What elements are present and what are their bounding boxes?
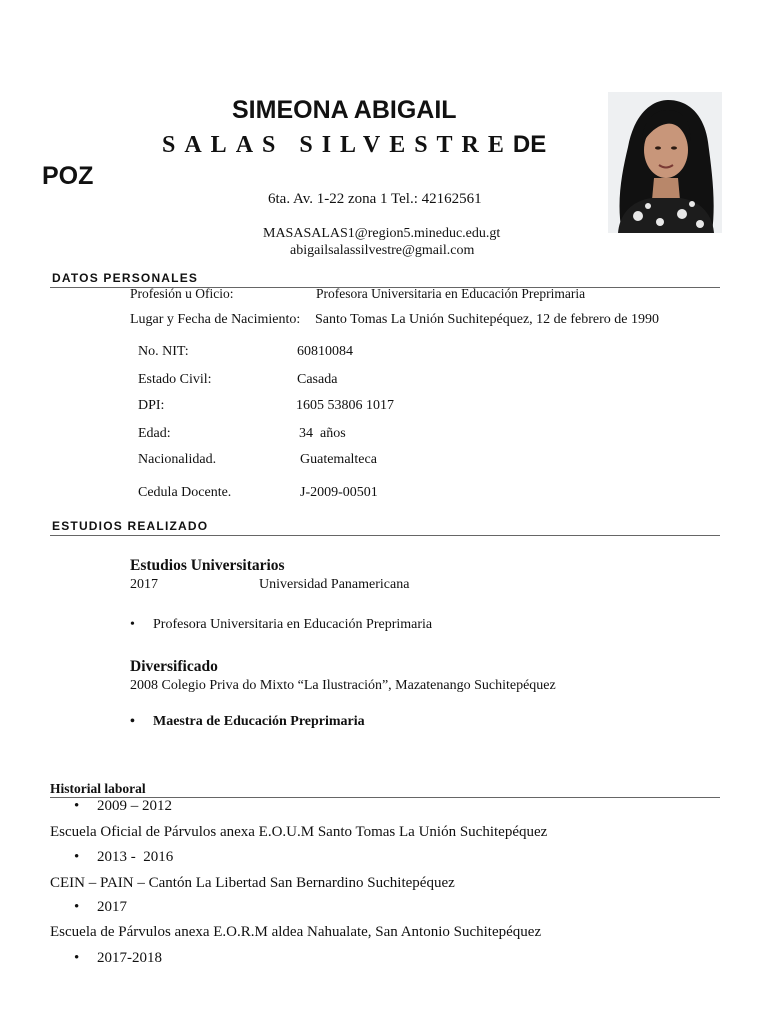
nationality-label: Nacionalidad.	[138, 452, 217, 467]
name-line-2	[162, 131, 546, 159]
civil-status-value: Casada	[297, 372, 338, 387]
nationality-value: Guatemalteca	[300, 452, 377, 467]
profession-label: Profesión u Oficio:	[130, 286, 234, 301]
email-secondary: abigailsalassilvestre@gmail.com	[290, 243, 475, 258]
teacher-id-value: J-2009-00501	[300, 485, 378, 500]
history-place: Escuela de Párvulos anexa E.O.R.M aldea Nahualate, San Antonio Suchitepéquez	[50, 924, 542, 940]
age-label: Edad:	[138, 426, 171, 441]
dpi-label: DPI:	[138, 398, 165, 413]
address-phone: 6ta. Av. 1-22 zona 1 Tel.: 42162561	[268, 191, 482, 207]
age-value: 34 años	[299, 426, 346, 441]
civil-status-label: Estado Civil:	[138, 372, 212, 387]
surname-spaced: SALAS SILVESTRE	[162, 132, 513, 158]
nit-value: 60810084	[297, 344, 353, 359]
university-institution: Universidad Panamericana	[259, 577, 410, 592]
university-title: Estudios Universitarios	[130, 557, 285, 574]
email-primary: MASASALAS1@region5.mineduc.edu.gt	[263, 226, 501, 241]
birth-value: Santo Tomas La Unión Suchitepéquez, 12 de febrero de 1990	[315, 312, 660, 327]
history-years: • 2017	[97, 899, 127, 916]
diversified-line: 2008 Colegio Priva do Mixto “La Ilustración”, Mazatenango Suchitepéquez	[130, 678, 556, 693]
section-heading-studies: ESTUDIOS REALIZADO	[52, 519, 209, 533]
surname-tail: DE	[512, 131, 547, 158]
section-heading-history: Historial laboral	[50, 781, 146, 796]
dpi-value: 1605 53806 1017	[296, 398, 394, 413]
university-degree: • Profesora Universitaria en Educación Preprimaria	[153, 617, 432, 633]
history-place: CEIN – PAIN – Cantón La Libertad San Bernardino Suchitepéquez	[50, 875, 455, 891]
nit-label: No. NIT:	[138, 344, 189, 359]
name-line-1: SIMEONA ABIGAIL	[232, 96, 457, 124]
diversified-title: Diversificado	[130, 658, 218, 675]
university-year: 2017	[130, 577, 158, 592]
history-place: Escuela Oficial de Párvulos anexa E.O.U.M Santo Tomas La Unión Suchitepéquez	[50, 824, 548, 840]
profile-photo	[608, 92, 722, 233]
section-divider	[50, 535, 720, 536]
history-years: • 2017-2018	[97, 950, 162, 967]
birth-label: Lugar y Fecha de Nacimiento:	[130, 312, 301, 327]
history-years: • 2009 – 2012	[97, 798, 172, 815]
teacher-id-label: Cedula Docente.	[138, 485, 232, 500]
name-line-3: POZ	[42, 162, 94, 190]
history-years: • 2013 - 2016	[97, 849, 173, 866]
profession-value: Profesora Universitaria en Educación Preprimaria	[316, 286, 586, 301]
section-heading-personal: DATOS PERSONALES	[52, 271, 199, 285]
diversified-degree: • Maestra de Educación Preprimaria	[153, 714, 365, 730]
